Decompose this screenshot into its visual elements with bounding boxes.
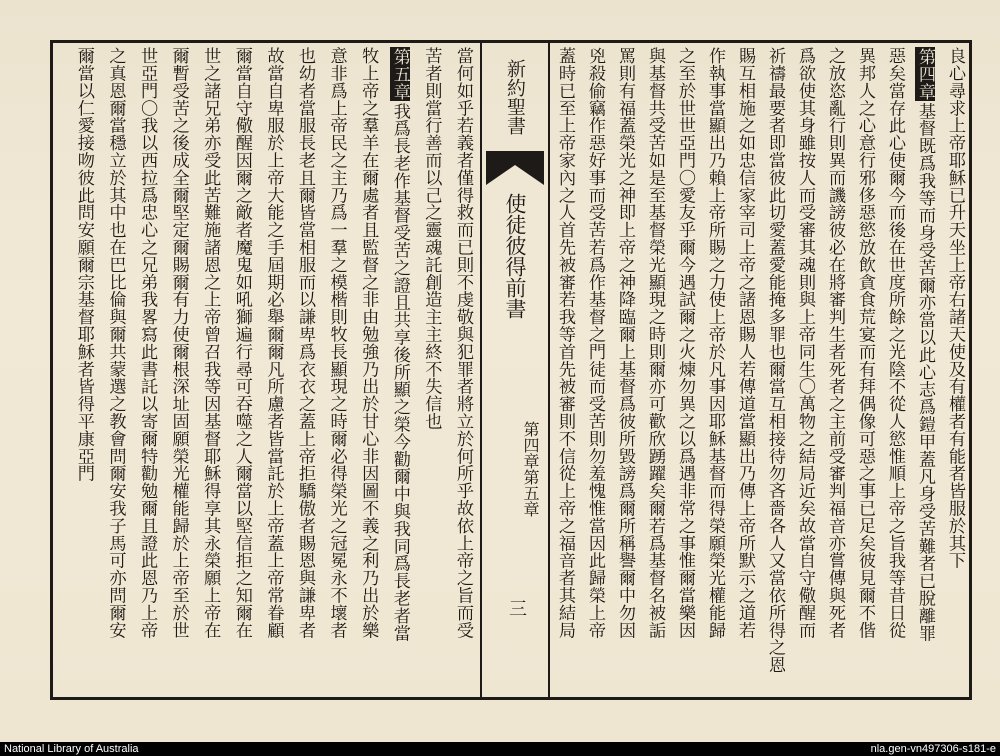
chapter-heading: 第五章 bbox=[389, 48, 410, 101]
text-column: 爾當自守儆醒因爾之敵者魔鬼如吼獅遍行尋可吞噬之人爾當以堅信拒之知爾在 bbox=[231, 47, 252, 639]
text-column: 爾當以仁愛接吻彼此問安願爾宗基督耶穌者皆得平康亞門 bbox=[73, 47, 94, 482]
text-column: 第五章我爲長老作基督受苦之證且共享後所顯之榮今勸爾中與我同爲長老者當 bbox=[389, 48, 410, 642]
chapter-marker: 第五章 bbox=[521, 469, 540, 517]
text-column: 惡矣當存此心使爾今而後在世度所餘之光陰不從人慾惟順上帝之旨我等昔日從 bbox=[885, 47, 905, 639]
text-column: 故當自卑服於上帝大能之手屆期必舉爾爾凡所慮者皆當託於上帝蓋上帝常眷顧 bbox=[263, 47, 284, 639]
chapter-markers bbox=[520, 421, 540, 517]
page-number: 三 bbox=[506, 599, 527, 617]
text-column: 之放恣亂行則異而譏謗彼必在將審判生者死者之主前受審判福音亦嘗傳與死者 bbox=[825, 47, 845, 639]
text-column: 爾暫受苦之後成全爾堅定爾賜爾有力使爾根深址固願榮光權能歸於上帝至於世 bbox=[168, 47, 189, 639]
text-column: 異邦人之心意行邪侈惡慾放飲貪食荒宴而有拜偶像可惡之事已足矣彼見爾不偕 bbox=[855, 47, 875, 639]
right-page-text bbox=[550, 47, 970, 695]
center-fold-column bbox=[482, 43, 548, 697]
epistle-title: 使徒彼得前書 bbox=[503, 193, 527, 319]
text-column: 之真恩爾當穩立於其中也在巴比倫與爾共蒙選之教會問爾安我子馬可亦問爾安 bbox=[105, 47, 126, 639]
left-page-text bbox=[56, 47, 478, 695]
text-column: 牧上帝之羣羊在爾處者且監督之非由勉強乃出於甘心非因圖不義之利乃出於樂 bbox=[358, 47, 379, 639]
text-column: 祈禱最要者即當彼此切愛蓋愛能掩多罪也爾當互相接待勿吝嗇各人又當依所得之恩 bbox=[765, 47, 785, 674]
text-column: 兇殺偷竊作惡好事而受苦若爲作基督之門徒而受苦則勿羞愧惟當因此歸榮上帝 bbox=[585, 47, 605, 639]
text-column: 賜互相施之如忠信家宰司上帝之諸恩賜人若傳道當顯出乃傳上帝所默示之道若 bbox=[735, 47, 755, 639]
text-column: 作執事當顯出乃賴上帝所賜之力使上帝於凡事因耶穌基督而得榮願榮光權能歸 bbox=[705, 47, 725, 639]
text-column: 世亞門〇我以西拉爲忠心之兄弟我畧寫此書託以寄爾特勸勉爾且證此恩乃上帝 bbox=[137, 47, 158, 639]
text-column: 意非爲上帝民之主乃爲一羣之模楷則牧長顯現之時爾必得榮光之冠冕永不壞者 bbox=[326, 47, 347, 639]
fishtail-ornament-icon bbox=[486, 151, 544, 185]
text-column: 罵則有福蓋榮光之神即上帝之神降臨爾上基督爲彼所毀謗爲爾所稱譽爾中勿因 bbox=[615, 47, 635, 639]
text-column: 苦者則當行善而以己之靈魂託創造主主終不失信也 bbox=[421, 47, 442, 430]
text-column: 良心尋求上帝耶穌已升天坐上帝右諸天使及有權者有能者皆服於其下 bbox=[945, 47, 965, 569]
chapter-heading: 第四章 bbox=[915, 48, 935, 101]
text-column: 蓋時已至上帝家內之人首先被審若我等首先被審則不信從上帝之福音者其結局 bbox=[555, 47, 575, 639]
text-column: 之至於世世亞門〇愛友乎爾今遇試爾之火煉勿異之以爲遇非常之事惟爾當樂因 bbox=[675, 47, 695, 639]
text-column: 當何如乎若義者僅得救而已則不虔敬與犯罪者將立於何所乎故依上帝之旨而受 bbox=[453, 47, 473, 639]
text-column: 與基督共受苦如是至基督榮光顯現之時則爾亦可歡欣踴躍矣爾若爲基督名被詬 bbox=[645, 47, 665, 639]
text-column: 也幼者當服長老且爾皆當相服而以謙卑爲衣衣之蓋上帝拒驕傲者賜恩與謙卑者 bbox=[295, 47, 316, 639]
library-credit: National Library of Australia bbox=[4, 743, 139, 755]
chapter-marker: 第四章 bbox=[521, 421, 540, 469]
text-column: 第四章基督既爲我等而身受苦爾亦當以此心志爲鎧甲蓋凡身受苦難者已脫離罪 bbox=[915, 48, 935, 642]
footer-bar bbox=[0, 742, 1000, 756]
book-title: 新約聖書 bbox=[504, 59, 526, 135]
text-column: 世之諸兄弟亦受此苦難施諸恩之上帝曾召我等因基督耶穌得享其永榮願上帝在 bbox=[200, 47, 221, 639]
text-column: 爲欲使其身雖按人而受審其魂則與上帝同生〇萬物之結局近矣故當自守儆醒而 bbox=[795, 47, 815, 639]
item-identifier: nla.gen-vn497306-s181-e bbox=[870, 743, 996, 755]
